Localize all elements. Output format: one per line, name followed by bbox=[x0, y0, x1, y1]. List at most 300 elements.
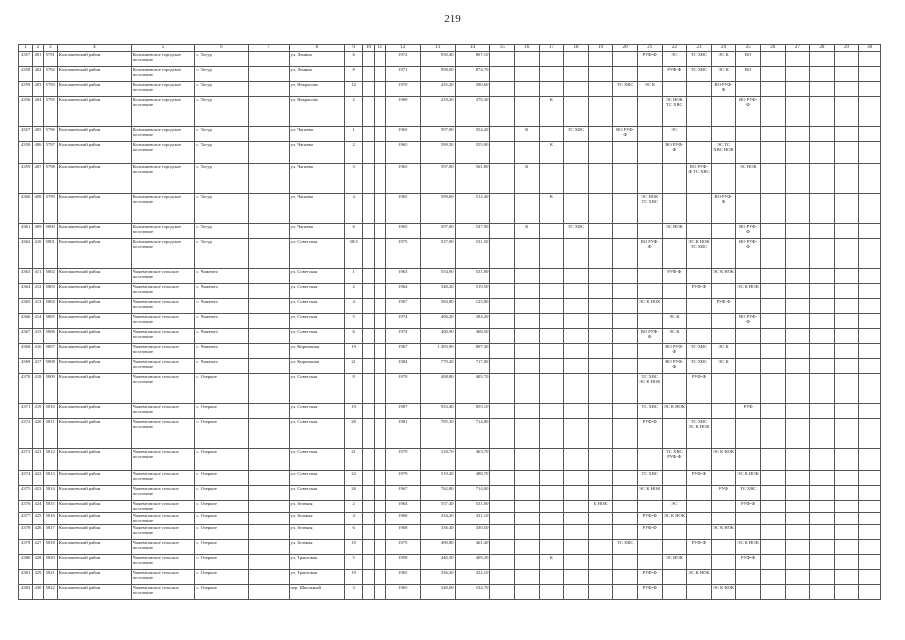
table-cell bbox=[736, 359, 761, 374]
table-cell: 4359 bbox=[19, 82, 33, 97]
table-cell bbox=[363, 194, 374, 224]
column-number-row bbox=[19, 45, 881, 52]
table-cell: 5813 bbox=[43, 471, 57, 486]
table-cell: 5804 bbox=[43, 299, 57, 314]
table-cell bbox=[564, 97, 589, 127]
table-cell bbox=[588, 52, 613, 67]
table-cell: 4358 bbox=[19, 142, 33, 164]
table-cell: 5811 bbox=[43, 419, 57, 449]
table-cell bbox=[248, 540, 289, 555]
table-cell: 10 bbox=[344, 540, 362, 555]
table-cell bbox=[637, 269, 662, 284]
table-cell: 4362 bbox=[19, 239, 33, 269]
table-cell bbox=[248, 52, 289, 67]
table-cell bbox=[785, 164, 810, 194]
table-cell: ВО РУФ-Ф bbox=[662, 344, 687, 359]
table-cell bbox=[539, 224, 564, 239]
table-cell: ВО РУФ-Ф bbox=[711, 82, 736, 97]
table-cell: 597,00 bbox=[420, 164, 455, 194]
table-cell bbox=[490, 67, 515, 82]
table-cell bbox=[613, 329, 638, 344]
table-cell: 1972 bbox=[385, 52, 420, 67]
table-cell: с. Озерное bbox=[195, 513, 248, 525]
table-cell: 1979 bbox=[385, 471, 420, 486]
table-row bbox=[19, 555, 881, 570]
table-cell: РУФ-Ф bbox=[687, 471, 712, 486]
table-cell bbox=[711, 284, 736, 299]
table-cell bbox=[363, 486, 374, 501]
table-cell bbox=[613, 449, 638, 471]
table-cell: Колпашевский район bbox=[57, 314, 131, 329]
table-cell bbox=[834, 585, 859, 600]
table-cell bbox=[588, 194, 613, 224]
table-cell bbox=[711, 540, 736, 555]
table-cell bbox=[514, 471, 539, 486]
table-cell: 548,00 bbox=[420, 585, 455, 600]
table-cell: 331,10 bbox=[455, 513, 490, 525]
table-cell bbox=[564, 164, 589, 194]
table-cell: 1981 bbox=[385, 419, 420, 449]
table-cell: 408,80 bbox=[420, 374, 455, 404]
table-cell: 1964 bbox=[385, 501, 420, 513]
table-cell bbox=[564, 299, 589, 314]
column-number: 1 bbox=[19, 45, 33, 52]
table-cell bbox=[490, 404, 515, 419]
table-cell bbox=[687, 329, 712, 344]
column-number: 15 bbox=[490, 45, 515, 52]
table-cell: 5816 bbox=[43, 513, 57, 525]
table-cell: ул. Трактовая bbox=[289, 555, 344, 570]
table-cell: 555,90 bbox=[455, 142, 490, 164]
table-cell bbox=[834, 239, 859, 269]
table-cell bbox=[859, 299, 881, 314]
table-cell bbox=[785, 52, 810, 67]
table-cell bbox=[785, 344, 810, 359]
table-cell: 6 bbox=[344, 525, 362, 540]
table-cell: ЭС К НОК bbox=[687, 570, 712, 585]
table-cell: 5800 bbox=[43, 224, 57, 239]
table-row bbox=[19, 142, 881, 164]
column-number: 12 bbox=[385, 45, 420, 52]
table-cell bbox=[637, 540, 662, 555]
table-row bbox=[19, 164, 881, 194]
table-cell: 4372 bbox=[19, 419, 33, 449]
table-cell: 405 bbox=[33, 127, 43, 142]
table-cell bbox=[374, 540, 385, 555]
table-cell bbox=[490, 284, 515, 299]
table-cell: 419 bbox=[33, 404, 43, 419]
table-cell: с. Тогур bbox=[195, 224, 248, 239]
table-cell: Чажемтовское сельское поселение bbox=[131, 329, 195, 344]
table-cell bbox=[514, 419, 539, 449]
table-cell bbox=[687, 555, 712, 570]
table-cell bbox=[662, 585, 687, 600]
table-cell bbox=[859, 525, 881, 540]
table-cell bbox=[637, 67, 662, 82]
table-cell: 4357 bbox=[19, 52, 33, 67]
table-cell: 1965 bbox=[385, 570, 420, 585]
table-cell: Колпашевское городское поселение bbox=[131, 239, 195, 269]
table-cell: 2 bbox=[344, 142, 362, 164]
table-cell bbox=[736, 269, 761, 284]
table-cell: 125,80 bbox=[455, 299, 490, 314]
table-cell bbox=[760, 127, 785, 142]
table-cell bbox=[514, 67, 539, 82]
table-cell: Колпашевский район bbox=[57, 404, 131, 419]
table-cell bbox=[539, 127, 564, 142]
column-number: 4 bbox=[57, 45, 131, 52]
table-cell bbox=[859, 570, 881, 585]
table-cell: ВО РУФ-Ф bbox=[613, 127, 638, 142]
table-cell bbox=[363, 127, 374, 142]
table-cell bbox=[637, 359, 662, 374]
table-cell bbox=[810, 52, 835, 67]
table-cell bbox=[514, 314, 539, 329]
column-number: 7 bbox=[248, 45, 289, 52]
table-cell: Колпашевский район bbox=[57, 501, 131, 513]
table-cell bbox=[785, 239, 810, 269]
table-cell: 1968 bbox=[385, 525, 420, 540]
table-cell bbox=[374, 164, 385, 194]
table-cell bbox=[687, 224, 712, 239]
table-cell bbox=[613, 374, 638, 404]
table-cell: с. Чажемто bbox=[195, 329, 248, 344]
table-cell: 3 bbox=[344, 585, 362, 600]
table-cell bbox=[810, 329, 835, 344]
table-cell: ЭС К НОК bbox=[637, 486, 662, 501]
table-cell: Колпашевский район bbox=[57, 570, 131, 585]
table-cell bbox=[834, 97, 859, 127]
table-cell: 5808 bbox=[43, 359, 57, 374]
table-cell bbox=[564, 449, 589, 471]
table-cell bbox=[687, 269, 712, 284]
table-cell: РУФ-Ф bbox=[637, 525, 662, 540]
table-cell bbox=[785, 142, 810, 164]
table-cell bbox=[514, 374, 539, 404]
table-cell: 424 bbox=[33, 501, 43, 513]
table-cell bbox=[588, 299, 613, 314]
column-number: 25 bbox=[736, 45, 761, 52]
table-cell bbox=[760, 97, 785, 127]
table-cell: 1970 bbox=[385, 374, 420, 404]
table-cell bbox=[834, 269, 859, 284]
table-cell bbox=[736, 329, 761, 344]
table-cell bbox=[490, 329, 515, 344]
table-cell bbox=[785, 555, 810, 570]
table-cell: 426 bbox=[33, 525, 43, 540]
table-cell: ЭС К НОК bbox=[711, 449, 736, 471]
table-cell bbox=[363, 513, 374, 525]
table-cell bbox=[760, 570, 785, 585]
table-cell: ТС ХВС bbox=[613, 540, 638, 555]
table-cell bbox=[785, 486, 810, 501]
table-cell bbox=[490, 419, 515, 449]
column-number: 22 bbox=[662, 45, 687, 52]
table-cell bbox=[490, 314, 515, 329]
table-cell: ТС ХВС bbox=[687, 52, 712, 67]
column-number: 2 bbox=[33, 45, 43, 52]
table-cell: 402 bbox=[33, 67, 43, 82]
table-cell: ул. Кирпичная bbox=[289, 344, 344, 359]
table-cell bbox=[490, 374, 515, 404]
table-cell: 867,10 bbox=[455, 52, 490, 67]
table-cell: 1964 bbox=[385, 284, 420, 299]
table-cell: 597,00 bbox=[420, 224, 455, 239]
table-cell: Колпашевское городское поселение bbox=[131, 97, 195, 127]
column-number: 20 bbox=[613, 45, 638, 52]
table-cell bbox=[711, 471, 736, 486]
table-cell bbox=[834, 194, 859, 224]
table-cell bbox=[588, 555, 613, 570]
table-cell: 322,10 bbox=[455, 570, 490, 585]
table-cell bbox=[785, 269, 810, 284]
table-cell bbox=[363, 344, 374, 359]
table-cell: 4367 bbox=[19, 329, 33, 344]
table-cell: 429 bbox=[33, 570, 43, 585]
table-cell: Колпашевский район bbox=[57, 284, 131, 299]
table-cell bbox=[613, 344, 638, 359]
table-cell bbox=[785, 67, 810, 82]
table-cell bbox=[539, 525, 564, 540]
table-cell bbox=[662, 239, 687, 269]
table-cell bbox=[662, 299, 687, 314]
table-cell: 4369 bbox=[19, 359, 33, 374]
table-cell bbox=[834, 501, 859, 513]
table-cell bbox=[760, 314, 785, 329]
table-row bbox=[19, 501, 881, 513]
table-cell: 6 bbox=[344, 52, 362, 67]
table-cell: 561,80 bbox=[455, 164, 490, 194]
table-cell: 421 bbox=[33, 449, 43, 471]
table-cell bbox=[859, 585, 881, 600]
table-cell: Чажемтовское сельское поселение bbox=[131, 374, 195, 404]
table-cell bbox=[248, 585, 289, 600]
table-cell: 463,70 bbox=[455, 449, 490, 471]
table-cell: 21 bbox=[344, 449, 362, 471]
table-cell: 4359 bbox=[19, 164, 33, 194]
table-cell: ул. Советская bbox=[289, 284, 344, 299]
table-cell: 518,70 bbox=[420, 449, 455, 471]
table-cell bbox=[539, 329, 564, 344]
table-cell bbox=[588, 67, 613, 82]
table-cell: 1969 bbox=[385, 97, 420, 127]
table-cell bbox=[374, 449, 385, 471]
table-cell bbox=[564, 570, 589, 585]
table-cell: 390,60 bbox=[455, 82, 490, 97]
table-cell bbox=[859, 314, 881, 329]
table-cell bbox=[613, 404, 638, 419]
table-cell bbox=[588, 374, 613, 404]
table-cell: 4368 bbox=[19, 344, 33, 359]
table-cell bbox=[613, 486, 638, 501]
table-cell bbox=[363, 82, 374, 97]
table-cell bbox=[859, 329, 881, 344]
table-cell: с. Тогур bbox=[195, 164, 248, 194]
table-cell: Колпашевский район bbox=[57, 419, 131, 449]
table-cell bbox=[514, 284, 539, 299]
table-cell: Колпашевский район bbox=[57, 486, 131, 501]
table-cell bbox=[248, 449, 289, 471]
table-cell bbox=[539, 269, 564, 284]
table-cell bbox=[859, 164, 881, 194]
table-cell bbox=[248, 486, 289, 501]
table-cell: 554,90 bbox=[420, 269, 455, 284]
table-cell bbox=[564, 284, 589, 299]
table-cell bbox=[490, 359, 515, 374]
table-cell: ЭС К bbox=[711, 344, 736, 359]
table-cell: ВО РУФ-Ф bbox=[711, 194, 736, 224]
table-cell: Чажемтовское сельское поселение bbox=[131, 471, 195, 486]
table-cell: ул. Чапаева bbox=[289, 164, 344, 194]
table-cell: 807,30 bbox=[455, 344, 490, 359]
table-cell: 4381 bbox=[19, 570, 33, 585]
table-row bbox=[19, 513, 881, 525]
table-cell: Чажемтовское сельское поселение bbox=[131, 555, 195, 570]
table-cell bbox=[363, 239, 374, 269]
table-cell: Колпашевский район bbox=[57, 97, 131, 127]
table-cell: 5802 bbox=[43, 269, 57, 284]
table-cell bbox=[662, 419, 687, 449]
table-cell: 4360 bbox=[19, 194, 33, 224]
table-cell: 4356 bbox=[19, 97, 33, 127]
table-cell bbox=[687, 404, 712, 419]
column-number: 16 bbox=[514, 45, 539, 52]
column-number: 5 bbox=[131, 45, 195, 52]
table-row bbox=[19, 540, 881, 555]
table-cell: Колпашевское городское поселение bbox=[131, 194, 195, 224]
table-cell bbox=[637, 449, 662, 471]
table-cell bbox=[810, 359, 835, 374]
table-cell bbox=[564, 540, 589, 555]
table-cell: 415 bbox=[33, 329, 43, 344]
table-cell bbox=[248, 142, 289, 164]
table-cell: Колпашевский район bbox=[57, 344, 131, 359]
table-cell bbox=[490, 555, 515, 570]
table-cell bbox=[514, 142, 539, 164]
table-cell bbox=[859, 555, 881, 570]
table-cell bbox=[490, 513, 515, 525]
table-cell: ул. Чапаева bbox=[289, 127, 344, 142]
table-cell bbox=[539, 284, 564, 299]
table-cell bbox=[687, 82, 712, 97]
table-cell: Чажемтовское сельское поселение bbox=[131, 585, 195, 600]
table-cell: 4363 bbox=[19, 269, 33, 284]
table-cell: ул. Чапаева bbox=[289, 224, 344, 239]
table-cell: с. Чажемто bbox=[195, 314, 248, 329]
table-cell: 4376 bbox=[19, 501, 33, 513]
table-cell: с. Озерное bbox=[195, 585, 248, 600]
table-cell bbox=[613, 314, 638, 329]
table-cell: 5 bbox=[344, 314, 362, 329]
table-cell bbox=[363, 359, 374, 374]
column-number: 23 bbox=[687, 45, 712, 52]
table-cell: 4373 bbox=[19, 449, 33, 471]
table-cell bbox=[785, 284, 810, 299]
table-cell: 1965 bbox=[385, 194, 420, 224]
table-cell: с. Озерное bbox=[195, 486, 248, 501]
table-cell: 1965 bbox=[385, 142, 420, 164]
table-cell: ТС ХВС bbox=[687, 359, 712, 374]
table-cell: ул. Советская bbox=[289, 299, 344, 314]
table-cell: 2 bbox=[344, 284, 362, 299]
table-cell bbox=[374, 52, 385, 67]
table-row bbox=[19, 67, 881, 82]
table-cell bbox=[363, 419, 374, 449]
table-cell bbox=[859, 540, 881, 555]
table-cell bbox=[514, 501, 539, 513]
table-cell: ТС ХВС bbox=[564, 127, 589, 142]
table-cell bbox=[637, 501, 662, 513]
table-cell bbox=[760, 82, 785, 97]
table-cell: 461,40 bbox=[455, 540, 490, 555]
table-cell bbox=[363, 269, 374, 284]
table-cell bbox=[514, 299, 539, 314]
table-cell: 1965 bbox=[385, 164, 420, 194]
table-cell bbox=[760, 525, 785, 540]
table-cell: 519,20 bbox=[420, 471, 455, 486]
table-cell: 4366 bbox=[19, 314, 33, 329]
table-cell bbox=[490, 224, 515, 239]
table-cell bbox=[859, 449, 881, 471]
table-cell bbox=[859, 284, 881, 299]
table-cell bbox=[637, 142, 662, 164]
table-cell: ТС ХВС bbox=[564, 224, 589, 239]
table-cell: 1971 bbox=[385, 67, 420, 82]
table-cell bbox=[588, 82, 613, 97]
table-cell bbox=[248, 513, 289, 525]
table-cell: 4364 bbox=[19, 284, 33, 299]
table-cell: 422 bbox=[33, 471, 43, 486]
table-cell: 430 bbox=[33, 585, 43, 600]
table-cell bbox=[490, 52, 515, 67]
table-cell: 531,60 bbox=[455, 501, 490, 513]
table-cell: ул. Советская bbox=[289, 471, 344, 486]
table-cell bbox=[785, 329, 810, 344]
table-cell bbox=[539, 449, 564, 471]
table-cell: Колпашевское городское поселение bbox=[131, 82, 195, 97]
table-cell bbox=[490, 194, 515, 224]
table-cell: Колпашевский район bbox=[57, 127, 131, 142]
table-cell bbox=[363, 164, 374, 194]
table-cell bbox=[760, 404, 785, 419]
table-cell: 400,90 bbox=[420, 329, 455, 344]
table-cell: ЭС К НОК bbox=[736, 540, 761, 555]
table-cell bbox=[514, 486, 539, 501]
table-cell bbox=[539, 374, 564, 404]
table-cell: Колпашевский район bbox=[57, 329, 131, 344]
table-cell: ЭС К bbox=[711, 359, 736, 374]
table-cell: 5815 bbox=[43, 501, 57, 513]
table-cell: ЭС К НОК bbox=[711, 269, 736, 284]
table-row bbox=[19, 374, 881, 404]
table-cell bbox=[248, 570, 289, 585]
table-cell: Чажемтовское сельское поселение bbox=[131, 359, 195, 374]
table-cell bbox=[564, 585, 589, 600]
table-cell: 4357 bbox=[19, 127, 33, 142]
table-cell: 384,20 bbox=[455, 314, 490, 329]
table-cell bbox=[564, 471, 589, 486]
table-cell bbox=[810, 269, 835, 284]
table-cell: с. Чажемто bbox=[195, 359, 248, 374]
table-cell bbox=[514, 404, 539, 419]
table-cell bbox=[711, 513, 736, 525]
table-cell bbox=[785, 449, 810, 471]
table-cell: с. Озерное bbox=[195, 525, 248, 540]
table-cell bbox=[248, 194, 289, 224]
table-cell: 762,80 bbox=[420, 486, 455, 501]
table-cell: 1968 bbox=[385, 513, 420, 525]
table-cell bbox=[613, 52, 638, 67]
